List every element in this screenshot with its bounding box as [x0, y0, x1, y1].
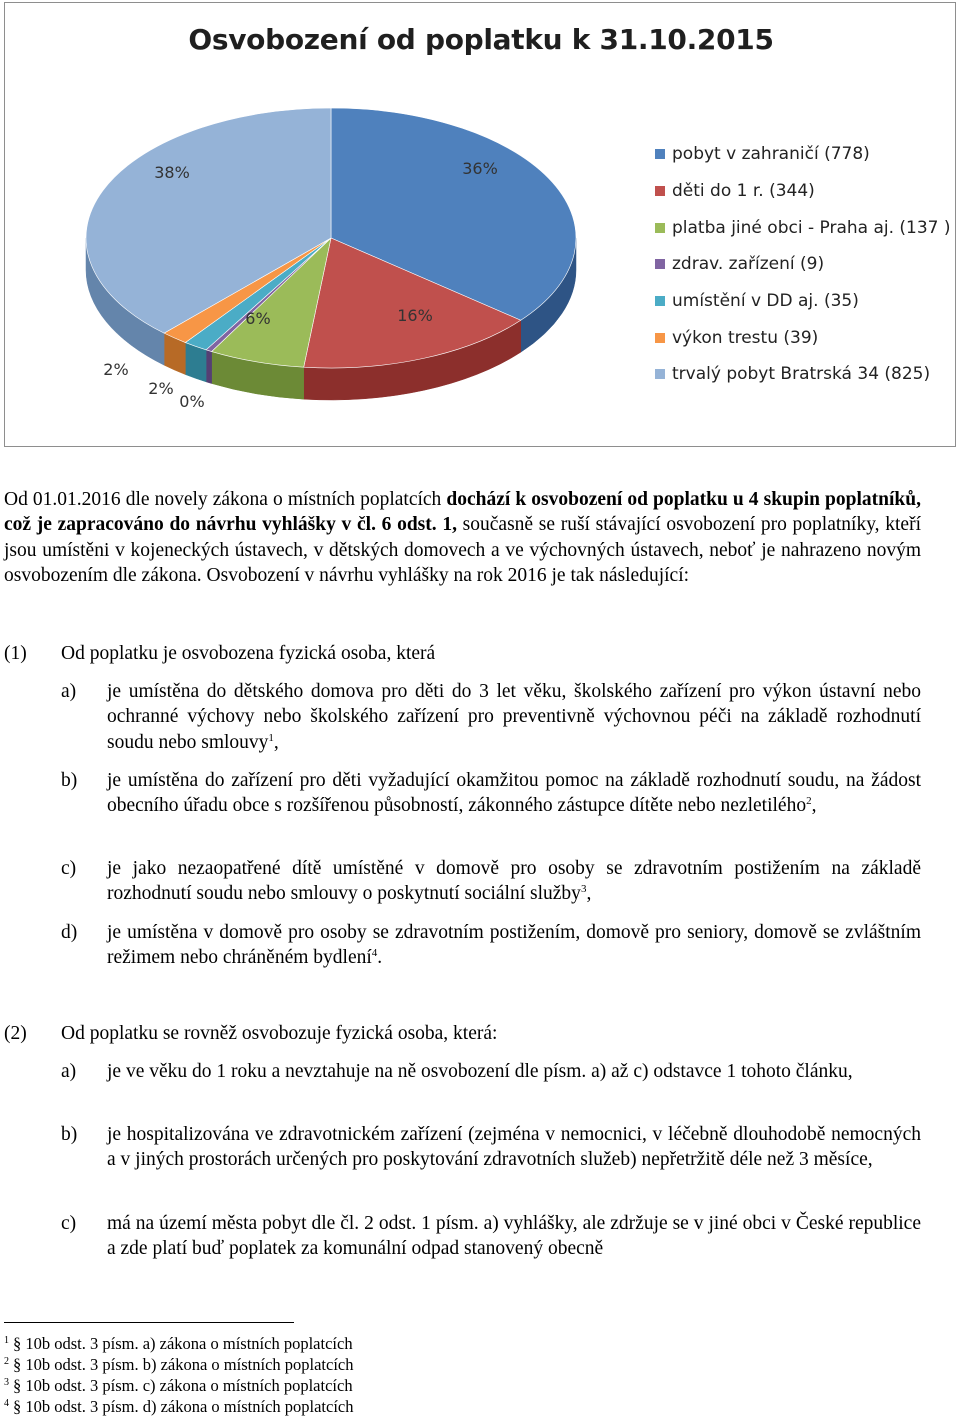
legend-swatch	[655, 296, 665, 306]
pct-label-trvaly-pobyt-bratrska-34: 38%	[154, 163, 190, 182]
item-marker: c)	[61, 1213, 77, 1234]
item-marker: b)	[61, 770, 78, 791]
pct-label-zdrav-zarizeni: 0%	[179, 392, 205, 411]
legend-label: pobyt v zahraničí (778)	[672, 144, 870, 165]
footnote: $^2$ § 10b odst. 3 písm. b) zákona o místních poplatcích	[4, 1355, 354, 1374]
intro-paragraph	[4, 487, 921, 589]
footnote-ref: 4	[371, 947, 378, 960]
legend-label: výkon trestu (39)	[672, 327, 819, 348]
section-lead: Od poplatku se rovněž osvobozuje fyzická osoba, která:	[61, 1023, 498, 1044]
legend-item-trvaly-pobyt-bratrska-34	[655, 356, 951, 393]
footnote-ref: 3	[580, 883, 587, 896]
legend-label: platba jiné obci - Praha aj. (137 )	[672, 217, 951, 238]
pct-label-deti-do-1-r: 16%	[397, 306, 433, 325]
legend-label: umístění v DD aj. (35)	[672, 291, 859, 312]
item-text: je hospitalizována ve zdravotnickém zařízení (zejména v nemocnici, v léčebně dlouhodobě nemocných a v jiných prostorách určených pro poskytování zdravotních služeb) nepřetržitě déle než 3 měsíce,	[107, 1124, 921, 1171]
legend-swatch	[655, 149, 665, 159]
pie-chart-frame	[4, 2, 956, 447]
pct-label-umisteni-v-dd-aj: 2%	[148, 379, 174, 398]
item-marker: b)	[61, 1124, 78, 1145]
legend-label: zdrav. zařízení (9)	[672, 254, 825, 275]
legend-swatch	[655, 259, 665, 269]
legend-item-deti-do-1-r	[655, 173, 951, 210]
item-marker: c)	[61, 858, 77, 879]
section-lead: Od poplatku je osvobozena fyzická osoba, která	[61, 643, 436, 664]
footnote-ref: 1	[268, 731, 274, 744]
item-text: je jako nezaopatřené dítě umístěné v domově pro osoby se zdravotním postižením na základě rozhodnutí soudu nebo smlouvy o poskytnutí sociální služby$^3$,	[107, 858, 921, 905]
chart-legend	[655, 136, 951, 393]
pct-label-platba-jine-obci-praha-aj: 6%	[245, 309, 271, 328]
pct-label-vykon-trestu: 2%	[103, 360, 129, 379]
intro-text-1: Od 01.01.2016 dle novely zákona o místních poplatcích	[4, 489, 447, 510]
legend-item-platba-jine-obci-praha-aj	[655, 209, 951, 246]
item-text: má na území města pobyt dle čl. 2 odst. 1 písm. a) vyhlášky, ale zdržuje se v jiné obci v České republice a zde platí buď poplatek za komunální odpad stanovený obecně	[107, 1213, 921, 1260]
item-text: je umístěna v domově pro osoby se zdravotním postižením, domově pro seniory, domově se zvláštním režimem nebo chráněném bydlení$^4$.	[107, 922, 921, 969]
item-marker: a)	[61, 1061, 77, 1082]
footnote: $^4$ § 10b odst. 3 písm. d) zákona o místních poplatcích	[4, 1397, 354, 1416]
legend-item-umisteni-v-dd-aj	[655, 283, 951, 320]
footnote-separator	[4, 1322, 294, 1323]
intro-text-2: současně se ruší stávající osvobození pro poplatníky, kteří jsou umístěni v kojeneckých ústavech, v dětských domovech a ve výchovných ústavech, neboť je nahrazeno novým osvobozením dle zákona. Osvobození v návrhu vyhlášky na rok 2016 je tak následující:	[4, 514, 921, 587]
legend-item-zdrav-zarizeni	[655, 246, 951, 283]
footnotes	[4, 1333, 354, 1417]
legend-swatch	[655, 369, 665, 379]
legend-item-pobyt-v-zahranici	[655, 136, 951, 173]
legend-swatch	[655, 333, 665, 343]
item-text: je umístěna do zařízení pro děti vyžadující okamžitou pomoc na základě rozhodnutí soudu, na žádost obecního úřadu obce s rozšířenou působností, zákonného zástupce dítěte nebo nezletilého$^2$,	[107, 770, 921, 817]
footnote: $^3$ § 10b odst. 3 písm. c) zákona o místních poplatcích	[4, 1376, 353, 1395]
legend-swatch	[655, 186, 665, 196]
legend-item-vykon-trestu	[655, 319, 951, 356]
section-number: (1)	[4, 643, 27, 664]
item-text: je ve věku do 1 roku a nevztahuje na ně osvobození dle písm. a) až c) odstavce 1 tohoto článku,	[107, 1061, 853, 1082]
item-text: je umístěna do dětského domova pro děti do 3 let věku, školského zařízení pro výkon ústavní nebo ochranné výchovy nebo školského zařízení pro preventivně výchovnou péči na základě rozhodnutí soudu nebo smlouvy$^1$,	[107, 681, 921, 753]
legend-swatch	[655, 223, 665, 233]
legend-label: trvalý pobyt Bratrská 34 (825)	[672, 364, 931, 385]
section-number: (2)	[4, 1023, 27, 1044]
footnote: $^1$ § 10b odst. 3 písm. a) zákona o místních poplatcích	[4, 1334, 353, 1353]
item-marker: a)	[61, 681, 77, 702]
legend-label: děti do 1 r. (344)	[672, 181, 815, 202]
chart-title: Osvobození od poplatku k 31.10.2015	[188, 23, 774, 56]
pie-side-zdrav-zarizeni	[206, 350, 212, 384]
intro-bold-text: dochází k osvobození od poplatku u 4 skupin poplatníků, což je zapracováno do návrhu vyhlášky v čl. 6 odst. 1,	[4, 489, 921, 536]
footnote-ref: 2	[806, 795, 812, 808]
pct-label-pobyt-v-zahranici: 36%	[462, 159, 498, 178]
item-marker: d)	[61, 922, 78, 943]
